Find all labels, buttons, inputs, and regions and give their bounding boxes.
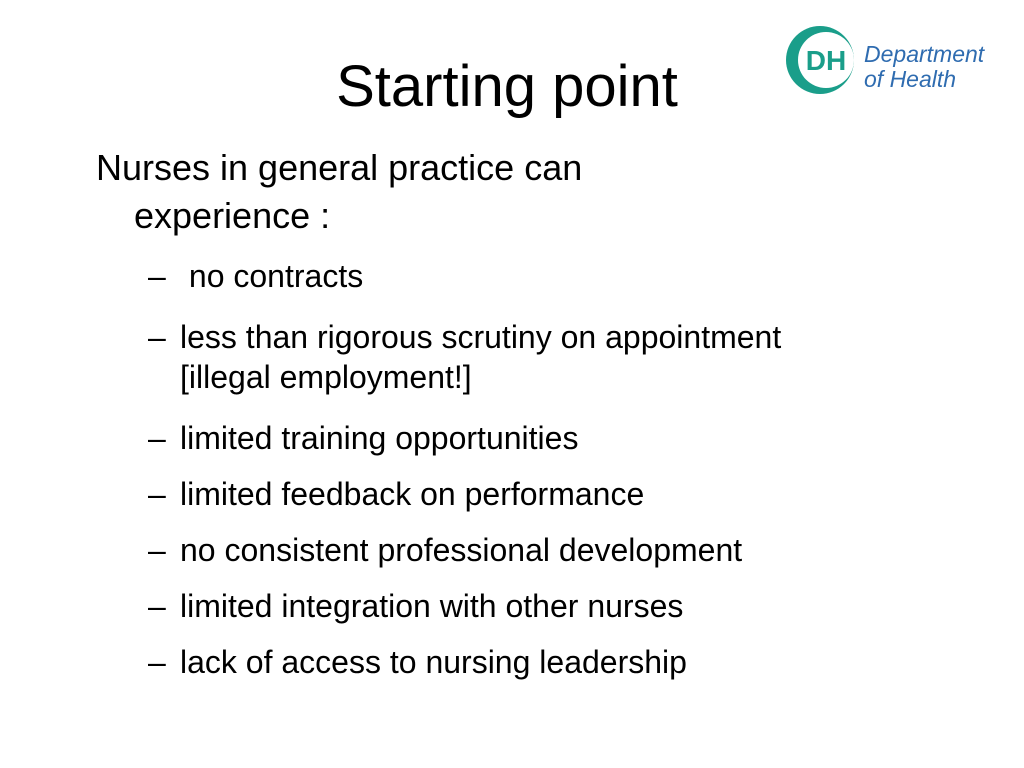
- bullet-text: less than rigorous scrutiny on appointment: [180, 319, 782, 355]
- bullet-dash: –: [148, 532, 166, 568]
- list-item: [148, 256, 948, 296]
- bullet-text: no contracts: [180, 258, 364, 294]
- intro-line-1: Nurses in general practice can: [96, 147, 583, 188]
- bullet-text-continued: [illegal employment!]: [180, 359, 472, 395]
- bullet-dash: –: [148, 476, 166, 512]
- list-item: [148, 642, 948, 682]
- bullet-dash: –: [148, 588, 166, 624]
- department-of-health-logo: [782, 22, 1002, 98]
- bullet-dash: –: [148, 258, 166, 294]
- dh-logo-letters: DH: [805, 45, 847, 76]
- logo-line-department: Department: [864, 41, 985, 67]
- bullet-text: limited feedback on performance: [180, 476, 645, 512]
- intro-line-2: experience :: [134, 195, 331, 236]
- bullet-text: limited integration with other nurses: [180, 588, 684, 624]
- slide-title: Starting point: [336, 54, 678, 119]
- logo-wordmark: [864, 42, 984, 92]
- intro-text: [96, 144, 736, 240]
- bullet-list: [148, 256, 948, 682]
- list-item: [148, 530, 948, 570]
- bullet-dash: –: [148, 644, 166, 680]
- bullet-dash: –: [148, 420, 166, 456]
- list-item: [148, 586, 948, 626]
- bullet-text: lack of access to nursing leadership: [180, 644, 687, 680]
- list-item: [148, 418, 948, 458]
- dh-logo-mark-icon: [782, 22, 862, 98]
- list-item: [148, 317, 948, 397]
- bullet-text: limited training opportunities: [180, 420, 579, 456]
- logo-line-of-health: of Health: [864, 66, 957, 92]
- bullet-text: no consistent professional development: [180, 532, 743, 568]
- bullet-dash: –: [148, 319, 166, 355]
- list-item: [148, 474, 948, 514]
